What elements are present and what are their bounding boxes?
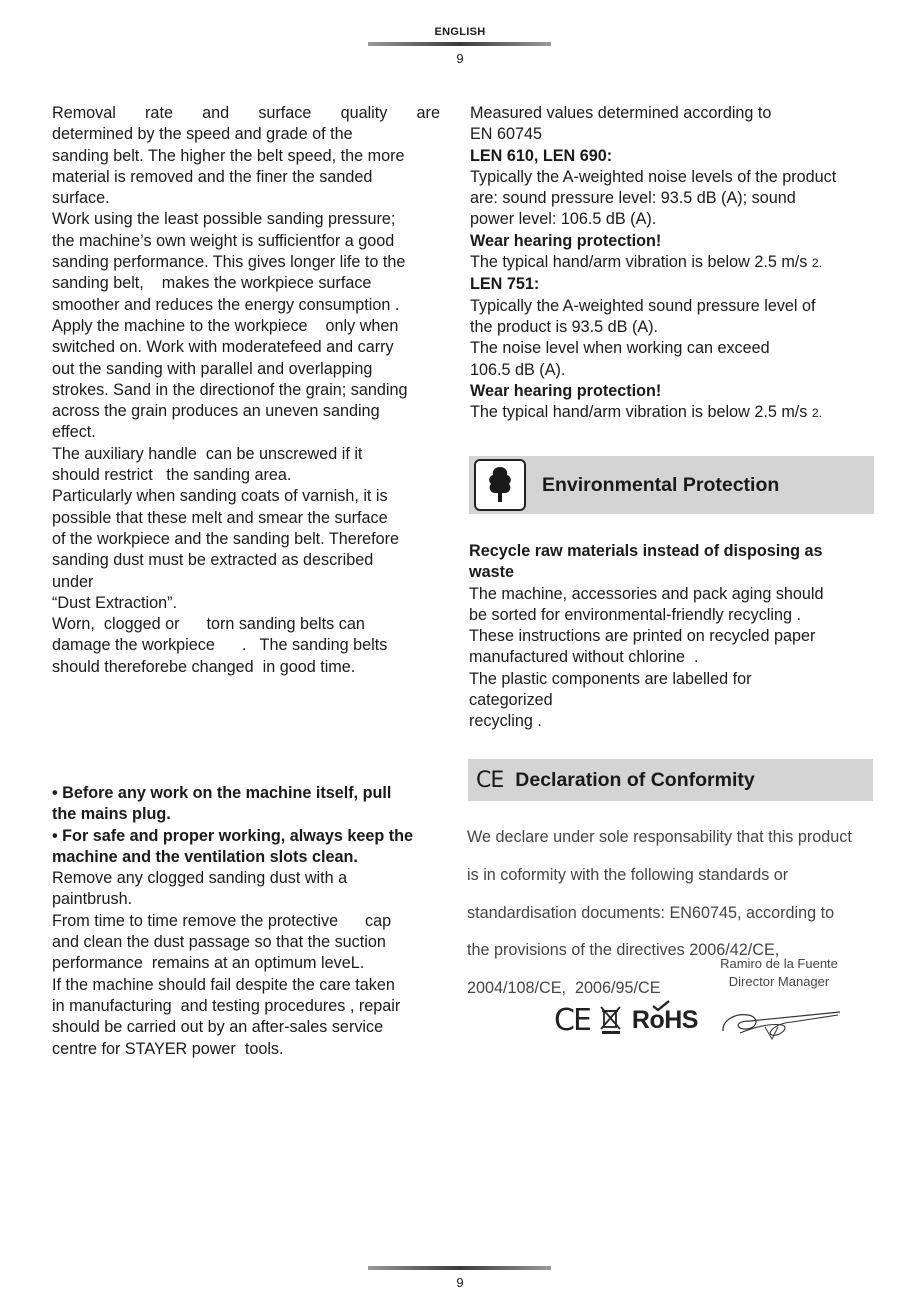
maintenance-line: From time to time remove the protective cap [52, 911, 392, 930]
word: are [416, 104, 440, 122]
declaration-line: is in coformity with the following standards or [467, 865, 789, 884]
sanding-line: the machine’s own weight is sufficientfor a good [52, 231, 395, 250]
sanding-line: should restrict the sanding area. [52, 466, 292, 485]
environment-line: be sorted for environmental-friendly recycling . [469, 605, 801, 624]
sanding-line: possible that these melt and smear the surface [52, 508, 388, 527]
environment-line: The plastic components are labelled for [469, 669, 752, 688]
maintenance-line: paintbrush. [52, 890, 133, 909]
weee-bin-icon [600, 1005, 622, 1035]
environment-line: These instructions are printed on recycled paper [469, 627, 816, 646]
wear-protection-note: Wear hearing protection! [470, 231, 662, 250]
wear-protection-note: Wear hearing protection! [470, 381, 662, 400]
maintenance-line: Remove any clogged sanding dust with a [52, 869, 348, 888]
maintenance-bold-line: the mains plug. [52, 805, 171, 824]
sanding-line: damage the workpiece . The sanding belts [52, 636, 388, 655]
declaration-line: standardisation documents: EN60745, according to [467, 903, 835, 922]
noise-line: Typically the A-weighted sound pressure level of [470, 296, 816, 315]
tree-icon [474, 459, 526, 511]
sanding-line: Work using the least possible sanding pressure; [52, 210, 396, 229]
maintenance-line: should be carried out by an after-sales service [52, 1018, 384, 1037]
environment-banner [469, 456, 874, 514]
noise-line: the product is 93.5 dB (A). [470, 317, 659, 336]
sanding-line: material is removed and the finer the sanded [52, 167, 373, 186]
sanding-line: sanding dust must be extracted as described [52, 551, 374, 570]
footer-rule [368, 1266, 551, 1270]
sanding-line: sanding belt, makes the workpiece surface [52, 274, 372, 293]
signer-title: Director Manager [728, 974, 830, 989]
maintenance-bold-line: • Before any work on the machine itself, pull [52, 784, 392, 802]
sanding-line: Worn, clogged or torn sanding belts can [52, 615, 365, 634]
environment-line: The machine, accessories and pack aging should [469, 584, 824, 603]
maintenance-line: and clean the dust passage so that the suction [52, 933, 386, 952]
sanding-line: effect. [52, 423, 96, 442]
word: quality [340, 104, 388, 122]
declaration-line: the provisions of the directives 2006/42/CE, [467, 941, 780, 960]
maintenance-section [52, 783, 452, 1060]
sanding-line: under [52, 572, 94, 591]
ce-mark-icon: CE [476, 767, 504, 793]
sanding-line: sanding belt. The higher the belt speed, the more [52, 146, 405, 165]
sanding-line: across the grain produces an uneven sanding [52, 402, 380, 421]
sanding-line: out the sanding with parallel and overlapping [52, 359, 373, 378]
maintenance-line: If the machine should fail despite the care taken [52, 975, 395, 994]
rohs-logo [632, 1006, 698, 1035]
sanding-section [52, 103, 440, 678]
environment-heading: waste [469, 563, 514, 582]
maintenance-line: performance remains at an optimum leveL. [52, 954, 365, 973]
environment-line: categorized [469, 691, 553, 710]
word: rate [145, 104, 173, 122]
declaration-line: 2004/108/CE, 2006/95/CE [467, 978, 661, 997]
environment-heading: Recycle raw materials instead of disposing as [469, 542, 823, 560]
maintenance-bold-line: machine and the ventilation slots clean. [52, 847, 358, 866]
noise-lines [470, 296, 890, 381]
noise-line: power level: 106.5 dB (A). [470, 210, 657, 229]
vibration-line: The typical hand/arm vibration is below 2.5 m/s 2. [470, 253, 822, 272]
declaration-line: We declare under sole responsability that this product [467, 828, 852, 847]
sanding-line: Particularly when sanding coats of varnish, it is [52, 487, 388, 506]
maintenance-line: centre for STAYER power tools. [52, 1039, 284, 1058]
ce-mark-icon: CE [554, 1002, 590, 1038]
page-number-bottom: 9 [456, 1275, 464, 1290]
measured-line: EN 60745 [470, 125, 542, 144]
sanding-first-line [52, 103, 440, 124]
sanding-line: Apply the machine to the workpiece only when [52, 316, 399, 335]
signature-image [720, 1003, 845, 1043]
sanding-line: determined by the speed and grade of the [52, 125, 353, 144]
sanding-line: The auxiliary handle can be unscrewed if it [52, 444, 363, 463]
sanding-line: strokes. Sand in the directionof the grain; sanding [52, 380, 408, 399]
language-label: ENGLISH [434, 26, 486, 38]
noise-line: 106.5 dB (A). [470, 360, 566, 379]
declaration-title: Declaration of Conformity [515, 768, 755, 791]
model-heading: LEN 610, LEN 690: [470, 146, 613, 165]
sanding-line: should thereforebe changed in good time. [52, 657, 356, 676]
measured-values-section [470, 103, 890, 424]
environment-title: Environmental Protection [542, 473, 780, 496]
vibration-line: The typical hand/arm vibration is below 2.5 m/s 2. [470, 403, 822, 422]
word: and [202, 104, 230, 122]
environment-section [469, 541, 889, 733]
sanding-line: surface. [52, 189, 110, 208]
check-icon [652, 1000, 670, 1012]
sanding-lines [52, 124, 440, 678]
declaration-banner [468, 759, 873, 801]
signer-name: Ramiro de la Fuente [720, 956, 838, 971]
environment-line: manufactured without chlorine . [469, 648, 699, 667]
sanding-line: switched on. Work with moderatefeed and carry [52, 338, 394, 357]
maintenance-lines [52, 868, 452, 1060]
sanding-line: “Dust Extraction”. [52, 593, 178, 612]
signer-block [699, 955, 859, 991]
noise-line: are: sound pressure level: 93.5 dB (A); sound [470, 189, 796, 208]
maintenance-line: in manufacturing and testing procedures , repair [52, 996, 401, 1015]
rohs-label: RoHS [631, 1005, 698, 1034]
environment-line: recycling . [469, 712, 542, 731]
word: surface [258, 104, 312, 122]
sanding-line: smoother and reduces the energy consumption . [52, 295, 400, 314]
page-number-top: 9 [456, 51, 464, 66]
environment-lines [469, 584, 889, 733]
noise-line: The noise level when working can exceed [470, 339, 770, 358]
word: Removal [52, 104, 116, 122]
measured-line: Measured values determined according to [470, 104, 772, 122]
sanding-line: sanding performance. This gives longer life to the [52, 253, 406, 272]
compliance-logos [554, 1002, 698, 1038]
noise-lines [470, 167, 890, 231]
sanding-line: of the workpiece and the sanding belt. Therefore [52, 529, 400, 548]
header-rule [368, 42, 551, 46]
maintenance-bold-line: • For safe and proper working, always keep the [52, 826, 413, 845]
noise-line: Typically the A-weighted noise levels of the product [470, 167, 837, 186]
model-heading: LEN 751: [470, 275, 540, 294]
